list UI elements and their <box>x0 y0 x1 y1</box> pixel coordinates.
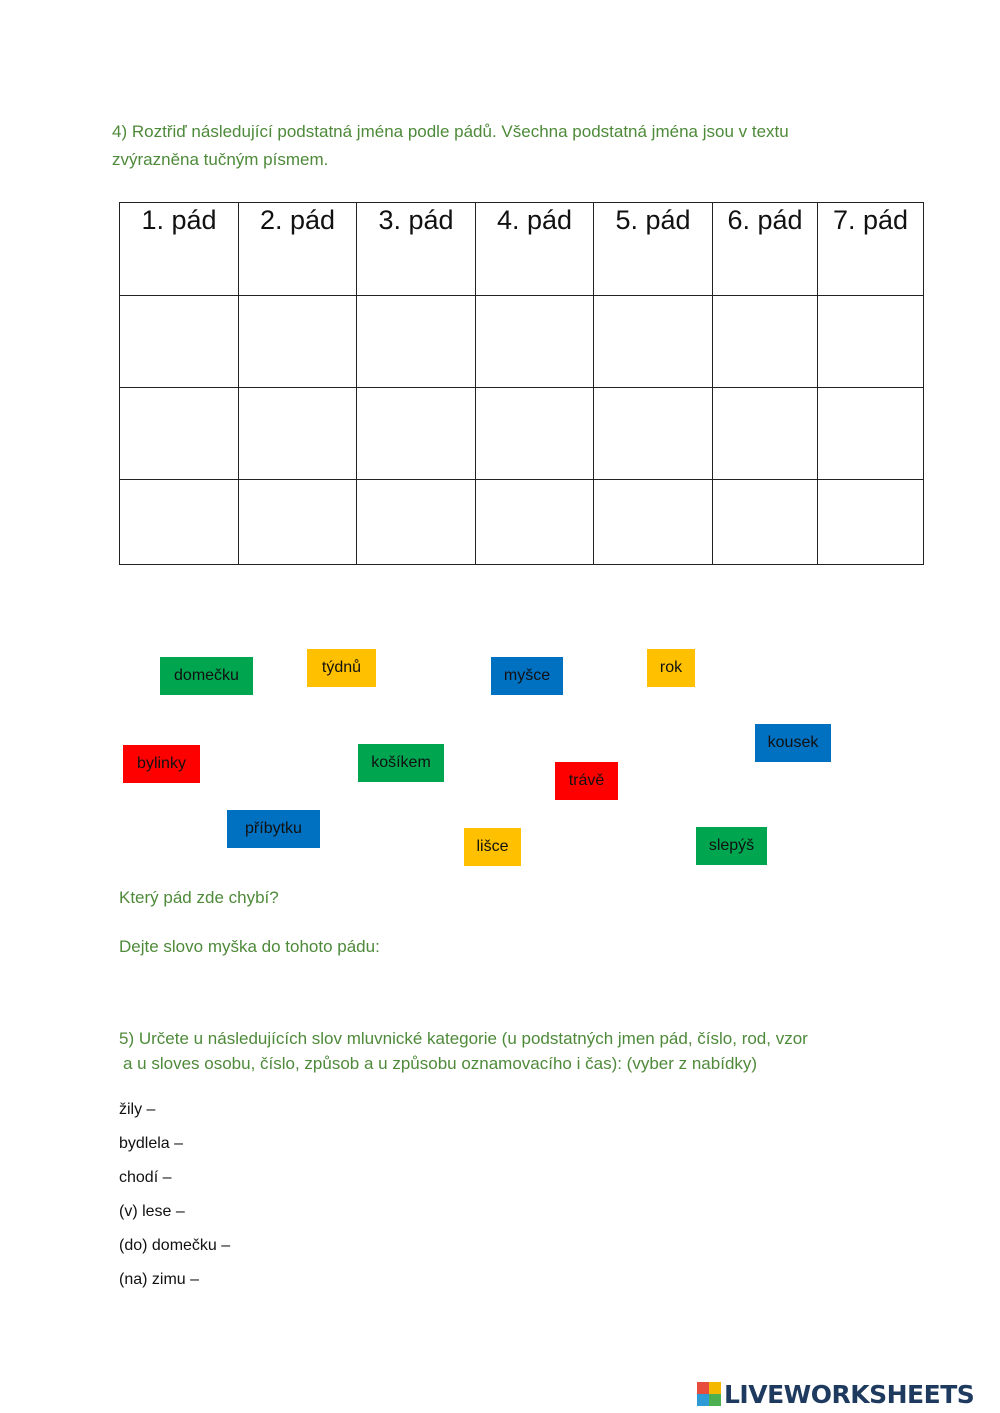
drop-cell[interactable] <box>239 480 357 565</box>
task-4-line-2: zvýrazněna tučným písmem. <box>112 150 329 169</box>
table-row <box>120 296 924 388</box>
missing-case-question: Který pád zde chybí? <box>119 888 279 907</box>
word-chip-rok[interactable]: rok <box>647 649 695 687</box>
table-row <box>120 388 924 480</box>
logo-mark-icon <box>697 1382 721 1406</box>
task-4-instruction <box>112 118 872 174</box>
drop-cell[interactable] <box>239 388 357 480</box>
word-chip-domecku[interactable]: domečku <box>160 657 253 695</box>
task-5-line-1: 5) Určete u následujících slov mluvnické kategorie (u podstatných jmen pád, číslo, rod, vzor <box>119 1029 808 1048</box>
word-chip-trave[interactable]: trávě <box>555 762 618 800</box>
drop-cell[interactable] <box>594 480 713 565</box>
header-case-5: 5. pád <box>594 203 713 296</box>
word-chip-slepys[interactable]: slepýš <box>696 827 767 865</box>
word-item: (do) domečku – <box>119 1237 231 1254</box>
drop-cell[interactable] <box>476 388 594 480</box>
word-item: bydlela – <box>119 1135 184 1152</box>
logo-text: LIVEWORKSHEETS <box>724 1379 975 1409</box>
case-sorting-table <box>119 202 924 565</box>
drop-cell[interactable] <box>818 480 924 565</box>
drop-cell[interactable] <box>818 296 924 388</box>
header-case-1: 1. pád <box>120 203 239 296</box>
drop-cell[interactable] <box>357 480 476 565</box>
drop-cell[interactable] <box>594 296 713 388</box>
task-5-line-2: a u sloves osobu, číslo, způsob a u způsobu oznamovacího i čas): (vyber z nabídky) <box>123 1054 758 1073</box>
word-item: žily – <box>119 1101 156 1118</box>
drop-cell[interactable] <box>357 296 476 388</box>
task-4-line-1: 4) Roztřiď následující podstatná jména podle pádů. Všechna podstatná jména jsou v textu <box>112 122 789 141</box>
drop-cell[interactable] <box>120 388 239 480</box>
word-chip-myssce[interactable]: myšce <box>491 657 563 695</box>
header-case-4: 4. pád <box>476 203 594 296</box>
drop-cell[interactable] <box>713 296 818 388</box>
drop-cell[interactable] <box>594 388 713 480</box>
header-case-7: 7. pád <box>818 203 924 296</box>
drop-cell[interactable] <box>476 480 594 565</box>
word-chip-kosikem[interactable]: košíkem <box>358 744 444 782</box>
table-row <box>120 480 924 565</box>
drop-cell[interactable] <box>120 296 239 388</box>
header-case-3: 3. pád <box>357 203 476 296</box>
header-case-2: 2. pád <box>239 203 357 296</box>
drop-cell[interactable] <box>239 296 357 388</box>
word-chip-pribytku[interactable]: příbytku <box>227 810 320 848</box>
word-item: (v) lese – <box>119 1203 185 1220</box>
drop-cell[interactable] <box>818 388 924 480</box>
drop-cell[interactable] <box>713 480 818 565</box>
drop-cell[interactable] <box>357 388 476 480</box>
word-chip-lisce[interactable]: lišce <box>464 828 521 866</box>
header-case-6: 6. pád <box>713 203 818 296</box>
drop-cell[interactable] <box>476 296 594 388</box>
liveworksheets-logo <box>697 1378 974 1410</box>
drop-cell[interactable] <box>713 388 818 480</box>
word-chip-kousek[interactable]: kousek <box>755 724 831 762</box>
word-chip-tydnu[interactable]: týdnů <box>307 649 376 687</box>
word-chip-bylinky[interactable]: bylinky <box>123 745 200 783</box>
word-item: (na) zimu – <box>119 1271 200 1288</box>
task-5-instruction <box>119 1026 899 1076</box>
drop-cell[interactable] <box>120 480 239 565</box>
word-item: chodí – <box>119 1169 172 1186</box>
put-word-question: Dejte slovo myška do tohoto pádu: <box>119 937 380 956</box>
table-header-row <box>120 203 924 296</box>
